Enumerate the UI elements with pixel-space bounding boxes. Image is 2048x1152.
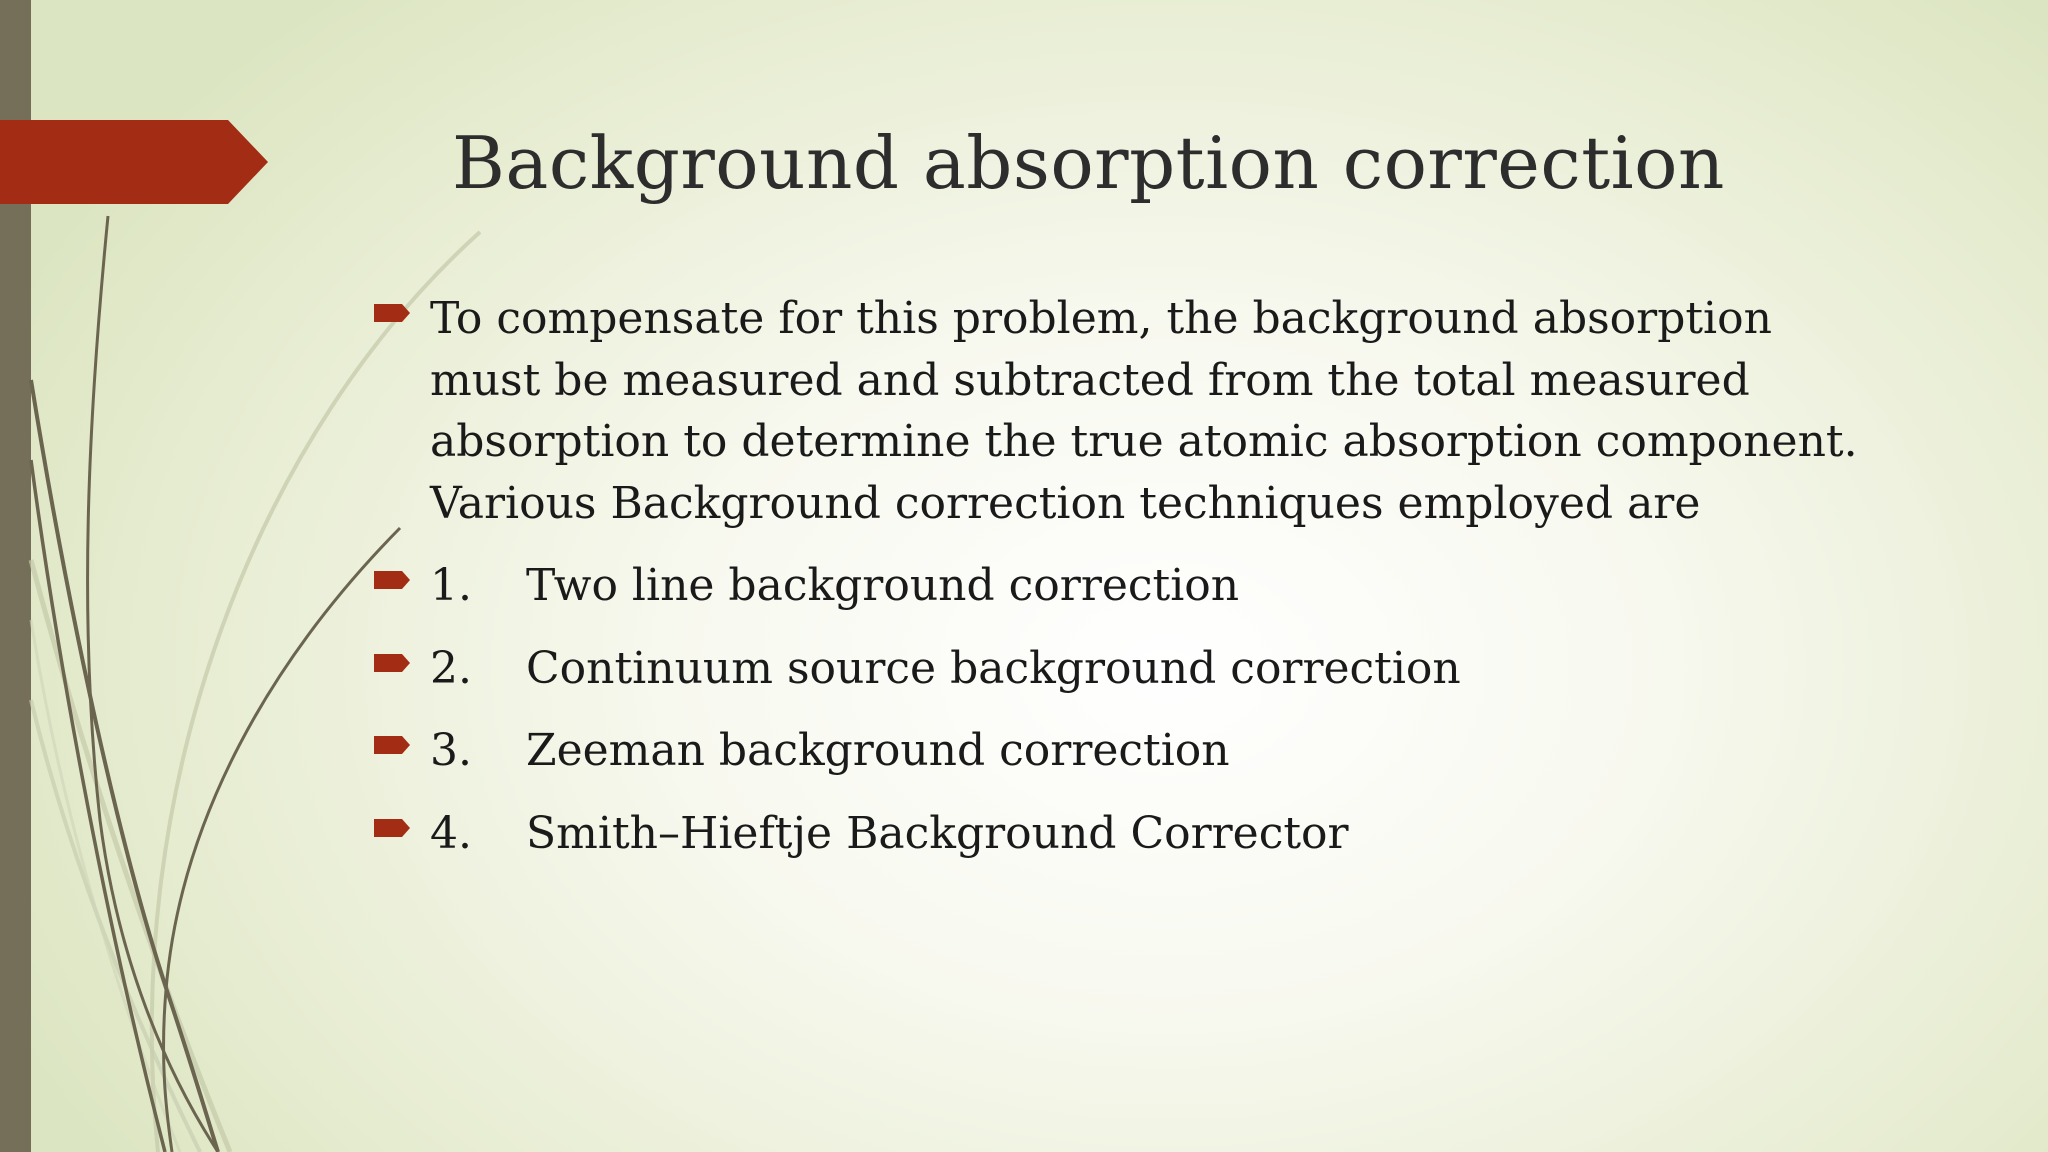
arrow-bullet-icon <box>374 817 412 839</box>
item-number: 3. <box>430 725 472 776</box>
arrow-bullet-icon <box>374 734 412 756</box>
item-number: 2. <box>430 642 472 694</box>
item-number: 1. <box>430 560 472 611</box>
slide-title: Background absorption correction <box>452 121 1725 205</box>
item-text: Continuum source background correction <box>526 642 1461 694</box>
bullet-intro <box>374 288 1894 534</box>
arrow-bullet-icon <box>374 302 412 324</box>
bullet-item-4 <box>374 803 1894 865</box>
arrow-bullet-icon <box>374 569 412 591</box>
item-number: 4. <box>430 807 472 859</box>
bullet-item-2 <box>374 638 1894 700</box>
item-text: Smith–Hieftje Background Corrector <box>526 807 1349 859</box>
bullet-text: To compensate for this problem, the background absorption must be measured and subtracted from the total measured absorption to determine the true atomic absorption component. Various Background correction techniques employed are <box>430 293 1858 529</box>
item-text: Two line background correction <box>526 560 1240 611</box>
arrow-bullet-icon <box>374 652 412 674</box>
item-text: Zeeman background correction <box>526 725 1230 776</box>
bullet-item-3 <box>374 720 1894 782</box>
slide-content <box>374 288 1894 864</box>
bullet-item-1 <box>374 555 1894 617</box>
